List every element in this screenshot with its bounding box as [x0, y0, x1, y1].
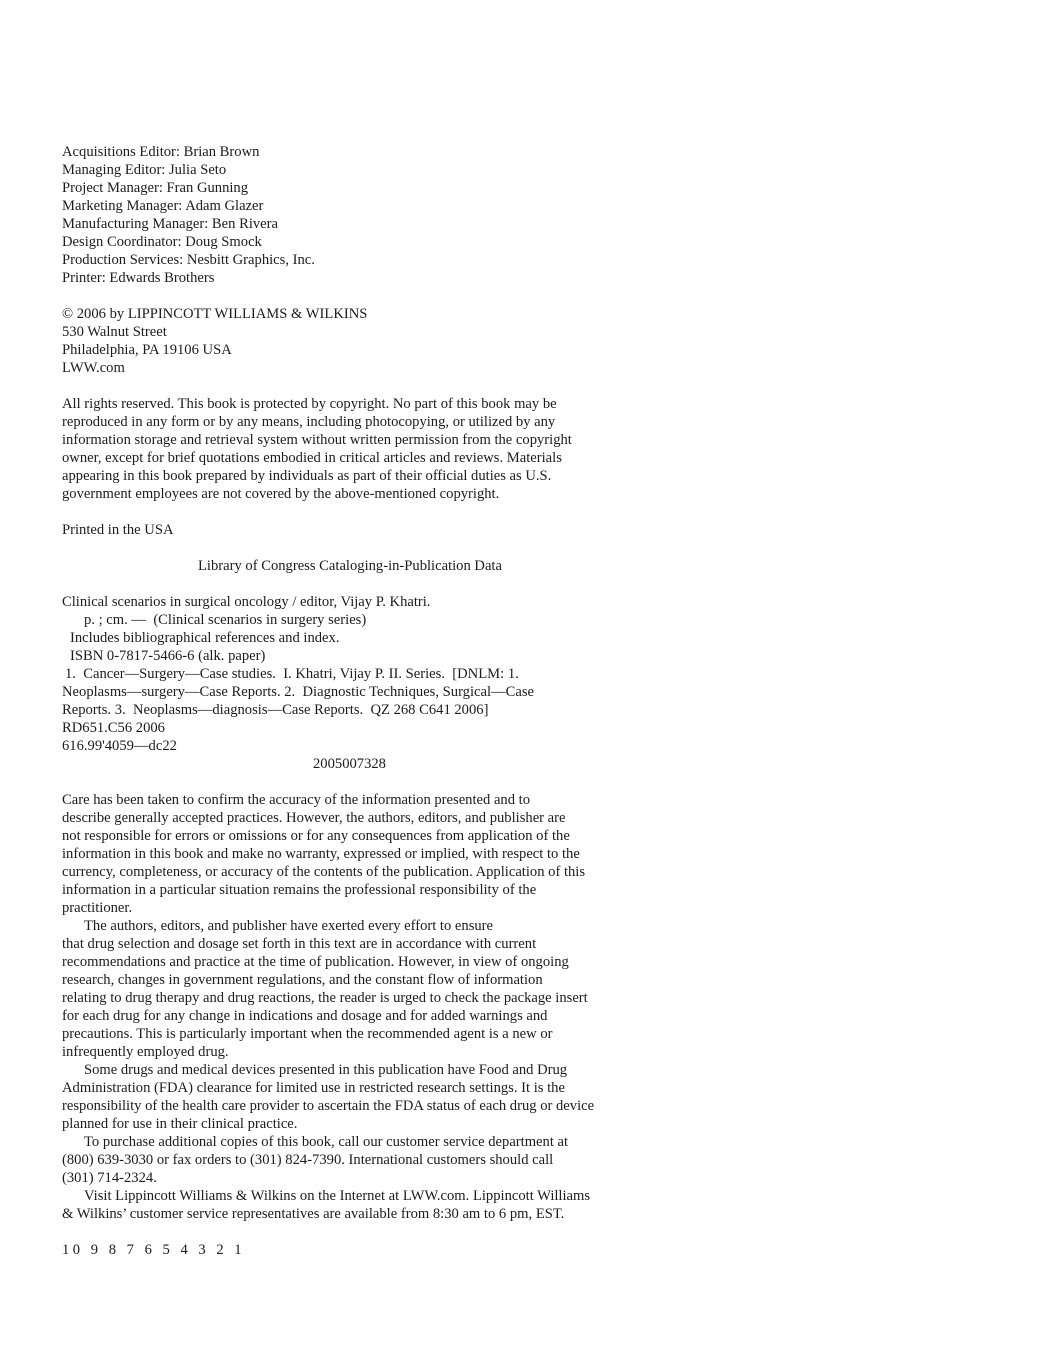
purchase-paragraph-line: (800) 639-3030 or fax orders to (301) 824-7390. International customers should call: [62, 1152, 554, 1168]
disclaimer-line: currency, completeness, or accuracy of the contents of the publication. Application of this: [62, 864, 586, 880]
cip-title-line: Clinical scenarios in surgical oncology / editor, Vijay P. Khatri.: [62, 594, 431, 610]
drug-paragraph-line: relating to drug therapy and drug reactions, the reader is urged to check the package insert: [62, 990, 588, 1006]
disclaimer-line: information in a particular situation remains the professional responsibility of the: [62, 882, 537, 898]
purchase-paragraph-line: To purchase additional copies of this book, call our customer service department at: [84, 1134, 569, 1150]
drug-paragraph-line: The authors, editors, and publisher have exerted every effort to ensure: [84, 918, 494, 934]
disclaimer-line: Care has been taken to confirm the accuracy of the information presented and to: [62, 792, 531, 808]
fda-paragraph-line: planned for use in their clinical practice.: [62, 1116, 298, 1132]
cip-isbn: ISBN 0-7817-5466-6 (alk. paper): [70, 648, 266, 664]
cip-subject-line: Reports. 3. Neoplasms—diagnosis—Case Reports. QZ 268 C641 2006]: [62, 702, 489, 718]
copyright-notice: © 2006 by LIPPINCOTT WILLIAMS & WILKINS: [62, 306, 368, 322]
cip-call-number: RD651.C56 2006: [62, 720, 165, 736]
rights-line: appearing in this book prepared by individuals as part of their official duties as U.S.: [62, 468, 552, 484]
rights-statement: [62, 395, 702, 503]
publisher-street: 530 Walnut Street: [62, 324, 167, 340]
rights-line: information storage and retrieval system without written permission from the copyright: [62, 432, 572, 448]
publisher-block: [62, 305, 702, 377]
spacer: [62, 1223, 702, 1241]
spacer: [62, 287, 702, 305]
credit-line: Marketing Manager: Adam Glazer: [62, 198, 264, 214]
cip-block: [62, 557, 702, 773]
spacer: [62, 773, 702, 791]
disclaimer-line: information in this book and make no warranty, expressed or implied, with respect to the: [62, 846, 580, 862]
fda-paragraph-line: Some drugs and medical devices presented in this publication have Food and Drug: [84, 1062, 568, 1078]
rights-line: reproduced in any form or by any means, including photocopying, or utilized by any: [62, 414, 556, 430]
cip-subject-line: 1. Cancer—Surgery—Case studies. I. Khatri, Vijay P. II. Series. [DNLM: 1.: [65, 666, 519, 682]
drug-paragraph-line: for each drug for any change in indications and dosage and for added warnings and: [62, 1008, 548, 1024]
spacer: [62, 539, 702, 557]
cip-subject-line: Neoplasms—surgery—Case Reports. 2. Diagnostic Techniques, Surgical—Case: [62, 684, 534, 700]
disclaimer-line: describe generally accepted practices. However, the authors, editors, and publisher are: [62, 810, 566, 826]
drug-paragraph-line: precautions. This is particularly important when the recommended agent is a new or: [62, 1026, 553, 1042]
fda-paragraph-line: responsibility of the health care provider to ascertain the FDA status of each drug or device: [62, 1098, 595, 1114]
rights-line: government employees are not covered by the above-mentioned copyright.: [62, 486, 500, 502]
rights-line: All rights reserved. This book is protected by copyright. No part of this book may be: [62, 396, 557, 412]
drug-paragraph-line: infrequently employed drug.: [62, 1044, 229, 1060]
drug-paragraph-line: research, changes in government regulations, and the constant flow of information: [62, 972, 543, 988]
credit-line: Managing Editor: Julia Seto: [62, 162, 227, 178]
printing-numbers: 10 9 8 7 6 5 4 3 2 1: [62, 1242, 246, 1258]
publisher-city: Philadelphia, PA 19106 USA: [62, 342, 232, 358]
visit-paragraph-line: & Wilkins’ customer service representatives are available from 8:30 am to 6 pm, EST.: [62, 1206, 565, 1222]
disclaimer-line: practitioner.: [62, 900, 133, 916]
drug-paragraph-line: recommendations and practice at the time of publication. However, in view of ongoing: [62, 954, 569, 970]
spacer: [62, 503, 702, 521]
disclaimer-line: not responsible for errors or omissions or for any consequences from application of the: [62, 828, 570, 844]
credits-block: [62, 143, 702, 287]
visit-paragraph-line: Visit Lippincott Williams & Wilkins on the Internet at LWW.com. Lippincott Williams: [84, 1188, 591, 1204]
publisher-website: LWW.com: [62, 360, 125, 376]
rights-line: owner, except for brief quotations embodied in critical articles and reviews. Materials: [62, 450, 562, 466]
cip-dewey: 616.99'4059—dc22: [62, 738, 177, 754]
credit-line: Project Manager: Fran Gunning: [62, 180, 249, 196]
cip-header: Library of Congress Cataloging-in-Publication Data: [198, 558, 502, 574]
cip-notes: Includes bibliographical references and index.: [70, 630, 340, 646]
spacer: [62, 377, 702, 395]
cip-lccn: 2005007328: [313, 756, 386, 772]
drug-paragraph-line: that drug selection and dosage set forth in this text are in accordance with current: [62, 936, 537, 952]
credit-line: Acquisitions Editor: Brian Brown: [62, 144, 260, 160]
disclaimer-block: [62, 791, 702, 1223]
cip-physical: p. ; cm. — (Clinical scenarios in surgery series): [84, 612, 367, 628]
credit-line: Manufacturing Manager: Ben Rivera: [62, 216, 278, 232]
credit-line: Printer: Edwards Brothers: [62, 270, 215, 286]
printed-in: Printed in the USA: [62, 522, 174, 538]
credit-line: Design Coordinator: Doug Smock: [62, 234, 262, 250]
fda-paragraph-line: Administration (FDA) clearance for limited use in restricted research settings. It is the: [62, 1080, 565, 1096]
copyright-page: [62, 143, 702, 1259]
purchase-paragraph-line: (301) 714-2324.: [62, 1170, 157, 1186]
credit-line: Production Services: Nesbitt Graphics, Inc.: [62, 252, 315, 268]
spacer: [62, 575, 702, 593]
